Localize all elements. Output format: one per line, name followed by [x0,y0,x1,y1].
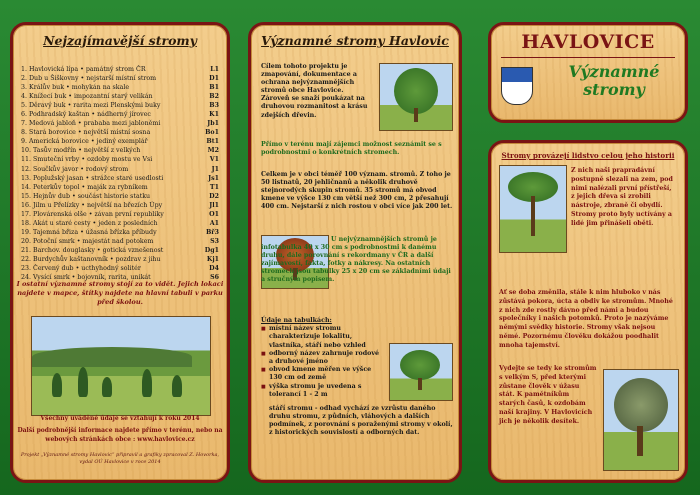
tree-code: V1 [209,156,219,164]
list-item [21,183,219,192]
tree-name: 21. Barchov. douglasky • gotická vznešenost [21,246,164,254]
tree-name: 19. Tajemná břiza • úžasná břízka příbudy [21,228,157,236]
panel-top-trees [10,22,230,483]
list-item: ■ obvod kmene měřen ve výšce 130 cm od země [261,366,381,382]
tree-name: 17. Plovárenská olše • závan první republiky [21,210,164,218]
table-info-list [261,317,381,399]
divider [501,57,675,58]
list-item [21,146,219,155]
list-item: ■ místní název stromu charakterizuje lokalitu, vlastníka, stáří nebo vzhled [261,325,381,350]
tree-name: 12. Součkův javor • rodový strom [21,165,129,173]
tree-photo-3 [389,343,453,401]
tree-code: S3 [210,237,219,245]
tree-name: 9. Americká borovice • jediný exemplář [21,138,148,146]
trees-list [21,65,219,282]
tree-code: L1 [210,66,219,73]
tree-code: O1 [209,210,219,218]
subtitle-line-2: stromy [583,80,645,99]
stats-text: Celkem je v obci téměř 100 význam. stromů. Z toho je 50 listnatů, 20 jehličnanů a několik druhově stejnorodých skupin stromů. 35 stromů má obvod kmene ve výšce 130 cm větší než 300 cm, 2 přesahují 400 cm. Nejstarší z nich rostou v obci více jak 200 let. [261,171,453,211]
list-item [21,201,219,210]
list-item [21,210,219,219]
tree-name: 13. Poplužský jasan • strážce staré usedlosti [21,174,164,182]
tree-code: Bo1 [205,129,219,137]
list-item [21,137,219,146]
list-item [21,174,219,183]
field-info-text: Přímo v terénu mají zájemci možnost seznámit se s podrobnostmi o konkrétních stromech. [261,141,442,157]
tree-code: Jb1 [207,120,219,128]
infotable-text: U nejvýznamnějších stromů je infotabulka 40 x 30 cm s podrobnostmi k danému druhu, dále porovnání s rekordmany v ČR a další zajímavostí, fakta, fotky a nákresy. Na ostatních stromech jsou tabulky 25 x 20 cm se základními údaji a stručným popisem. [261,236,451,284]
others-note: I ostatní významné stromy stojí za to vidět. Jejich lokaci najdete v mapce, štítky najdete na hlavní tabuli v parku před školou. [16,280,224,306]
tree-code: J1 [211,165,219,173]
list-item [21,219,219,228]
tree-code: Kj1 [206,255,219,263]
tree-name: 11. Smuteční vrby • ozdoby mostu ve Vsi [21,156,153,164]
landscape-photo [31,316,211,416]
list-item: ■ výška stromu je uvedena s tolerancí 1 - 2 m [261,383,381,399]
tree-photo-1 [379,63,453,131]
list-item [21,110,219,119]
tree-code: B3 [209,102,219,110]
tree-code: A1 [209,219,219,227]
intro-text: Cílem tohoto projektu je zmapování, dokumentace a ochrana nejvýznamnějších stromů obce Havlovice. Zároveň se snaží poukázat na druhovou rozmanitost a krásu zdejších dřevin. [261,63,368,119]
list-item [21,165,219,174]
list-item: stáří stromu - odhad vychází ze vzrůstu daného druhu stromu, z půdních, vláhových a dalších podmínek, z porovnání s poraženými stromy v okolí, z historických souvislostí a odborných dat. [269,405,453,437]
panel-title: Stromy provázejí lidstvo celou jeho historii [501,151,675,160]
tree-code: B1 [209,84,219,92]
list-item [21,237,219,246]
tree-code: D4 [209,265,219,273]
tree-name: 4. Knížecí buk • impozantní starý velikán [21,93,153,101]
tree-code: Js1 [208,174,219,182]
list-item [21,228,219,237]
footer-year: Všechny uváděné údaje se vztahují k roku 2014 [40,415,200,422]
list-item [21,255,219,264]
tree-name: 8. Stará borovice • největší místní sosna [21,129,151,137]
tree-code: D2 [209,192,219,200]
tree-code: Bt1 [206,138,219,146]
list-item [21,101,219,110]
tree-name: 23. Červený dub • ucthyhodný solitér [21,265,141,273]
tree-code: K1 [209,111,219,119]
tree-code: Jl1 [209,201,219,209]
list-item [21,264,219,273]
tree-code: S6 [210,274,219,282]
subtitle-line-1: Významné [568,62,660,81]
list-item [21,128,219,137]
panel-title: Významné stromy Havlovic [261,33,449,48]
list-item [21,83,219,92]
coat-of-arms-icon [501,67,533,105]
tree-code: Dg1 [204,246,219,254]
list-item [21,65,219,74]
tree-code: D1 [209,75,219,83]
panel-history [488,140,688,483]
history-text-1: Z nich naši prapradávní postupně slezali na zem, pod nimi nalézali první přístřeší, z jejich dřeva si zrobili nástroje, zbraně či obydlí. Stromy proto byly uctívány a lidé jim přinášeli oběti. [571,167,673,227]
panel-cover [488,22,688,123]
tree-name: 6. Podhradský kaštan • nádherný jírovec [21,111,151,119]
list-item [21,192,219,201]
tree-code: B2 [209,93,219,101]
history-text-2: Ať se doba změnila, stále k nim hluboko v nás zůstává pokora, úcta a obdiv ke stromům. Mnohé z nich zde rostly dávno před námi a budou společníky i našich potomků. Proto je nazýváme němými svědky historie. Stromy však nejsou němé. Pozornému člověku dokážou poodhalit mnoha tajemství. [499,289,673,349]
tree-code: Bř3 [205,228,219,236]
list-item [21,74,219,83]
tree-name: 16. Jilm u Přelízky • největší na březích Úpy [21,201,163,209]
tree-name: 7. Medová jabloň • prababa mezi jabloněmi [21,120,161,128]
tree-name: 14. Peterkův topol • maják za rybníkem [21,183,148,191]
tree-name: 5. Děravý buk • rarita mezi Plenskými buky [21,102,161,110]
tree-name: 10. Tasův modřín • největší z velkých [21,147,141,155]
tree-name: 20. Potoční smrk • majestát nad potokem [21,237,154,245]
brand-title: HAVLOVICE [521,31,655,53]
panel-title: Nejzajímavější stromy [43,33,197,48]
tree-code: M2 [207,147,219,155]
tree-name: 2. Dub u Šiškovny • nejstarší místní strom [21,75,157,83]
list-item [21,155,219,164]
tree-name: 24. Vysící smrk • bojovník, rarita, unikát [21,274,151,282]
panel-significant-trees [248,22,462,483]
list-item [21,119,219,128]
tree-code: T1 [209,183,219,191]
tree-name: 18. Akát u staré cesty • jeden z posledních [21,219,158,227]
pine-photo [499,165,567,253]
tree-name: 1. Havlovická lípa • památný strom ČR [21,66,146,73]
cover-subtitle [549,63,679,99]
list-heading: Údaje na tabulkách: [261,317,332,324]
tree-name: 3. Králův buk • mohykán na skale [21,84,130,92]
footer-credits: Projekt „Významné stromy Havlovic“ připravil a grafiky zpracoval Z. Hovorka, vydal OÚ Havlovice v roce 2014 [20,452,220,465]
old-tree-photo [603,369,679,471]
history-text-3: Vydejte se tedy ke stromům s velkým S, před kterými zůstane člověk v úžasu stát. K pamětníkům starých časů, k ozdobám naší krajiny. V Havlovicích jich je několik desítek. [499,365,597,425]
list-item [21,92,219,101]
list-item [21,246,219,255]
tree-name: 22. Burdychův kaštanovník • pozdrav z jihu [21,255,161,263]
footer-web: Další podrobnější informace najdete přímo v terénu, nebo na webových stránkách obce : www.havlovice.cz [17,427,223,443]
list-item: ■ odborný název zahrnuje rodové a druhové jméno [261,350,381,366]
tree-name: 15. Hejnův dub • součást historie statku [21,192,151,200]
